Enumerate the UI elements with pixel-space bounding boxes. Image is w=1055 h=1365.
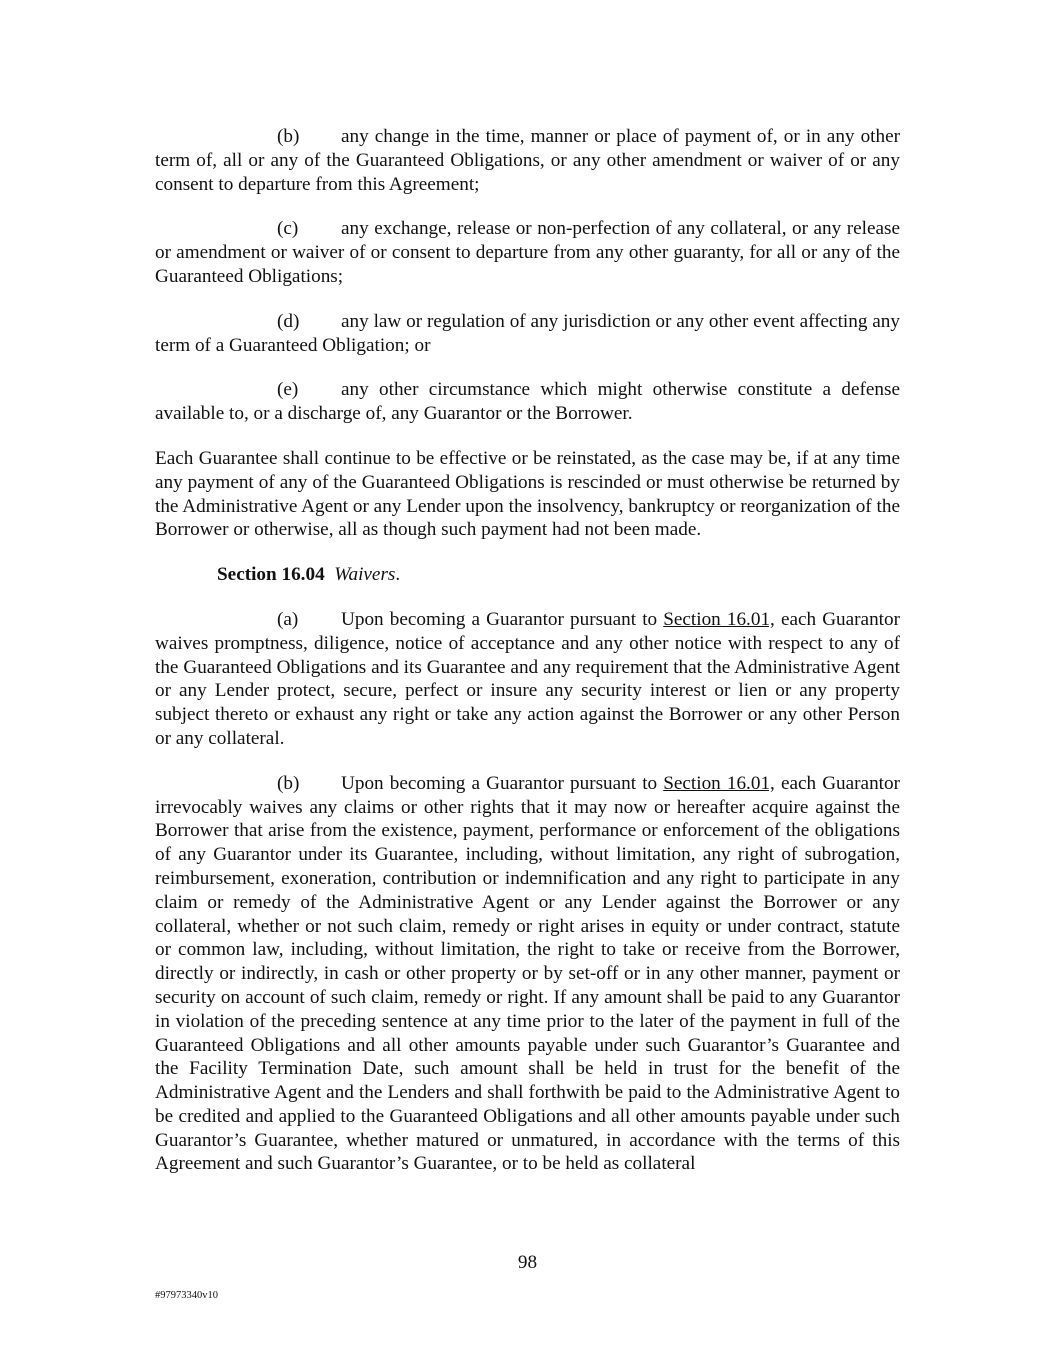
clause-label: (c)	[277, 218, 299, 240]
clause-text: any exchange, release or non-perfection of any collateral, or any release or amendment or waiver of or consent to departure from any other guaranty, for all or any of the Guaranteed Obligations;	[155, 218, 900, 287]
document-body	[155, 125, 900, 1197]
clause-text-before-ref: Upon becoming a Guarantor pursuant to	[341, 608, 664, 630]
section-reference-link[interactable]: Section 16.01,	[663, 608, 775, 630]
clause-label: (b)	[277, 772, 300, 794]
clause-label: (e)	[277, 379, 299, 401]
page-number: 98	[517, 1252, 538, 1273]
clause-b	[155, 125, 900, 196]
clause-label: (a)	[277, 608, 299, 630]
section-number: Section 16.04	[217, 564, 325, 586]
clause-text-after-ref: each Guarantor irrevocably waives any claims or other rights that it may now or hereafter acquire against the Borrower that arise from the existence, payment, performance or enforcement of the obligations of any Guarantor under its Guarantee, including, without limitation, any right of subrogation, reimbursement, exoneration, contribution or indemnification and any right to participate in any claim or remedy of the Administrative Agent or any Lender against the Borrower or any collateral, whether or not such claim, remedy or right arises in equity or under contract, statute or common law, including, without limitation, the right to take or receive from the Borrower, directly or indirectly, in cash or other property or by set-off or in any other manner, payment or security on account of such claim, remedy or right. If any amount shall be paid to any Guarantor in violation of the preceding sentence at any time prior to the later of the payment in full of the Guaranteed Obligations and all other amounts payable under such Guarantor’s Guarantee and the Facility Termination Date, such amount shall be held in trust for the benefit of the Administrative Agent and the Lenders and shall forthwith be paid to the Administrative Agent to be credited and applied to the Guaranteed Obligations and all other amounts payable under such Guarantor’s Guarantee, whether matured or unmatured, in accordance with the terms of this Agreement and such Guarantor’s Guarantee, or to be held as collateral	[155, 772, 900, 1175]
clause-text-after-ref: each Guarantor waives promptness, diligence, notice of acceptance and any other notice with respect to any of the Guaranteed Obligations and its Guarantee and any requirement that the Administrative Agent or any Lender protect, secure, perfect or insure any security interest or lien or any property subject thereto or exhaust any right or take any action against the Borrower or any other Person or any collateral.	[155, 608, 900, 749]
clause-text: any law or regulation of any jurisdiction or any other event affecting any term of a Guaranteed Obligation; or	[155, 310, 900, 356]
clause-text: any change in the time, manner or place of payment of, or in any other term of, all or any of the Guaranteed Obligations, or any other amendment or waiver of or any consent to departure from this Agreement;	[155, 126, 900, 195]
waiver-b	[155, 772, 900, 1177]
clause-e	[155, 378, 900, 426]
section-reference-link[interactable]: Section 16.01,	[663, 772, 775, 794]
document-id: #97973340v10	[155, 1290, 218, 1301]
clause-text-before-ref: Upon becoming a Guarantor pursuant to	[341, 772, 664, 794]
clause-d	[155, 310, 900, 358]
clause-c	[155, 217, 900, 288]
clause-label: (b)	[277, 126, 300, 147]
clause-text: any other circumstance which might otherwise constitute a defense available to, or a discharge of, any Guarantor or the Borrower.	[155, 379, 900, 425]
section-title-period: .	[395, 564, 401, 586]
section-heading	[155, 563, 900, 587]
waiver-a	[155, 608, 900, 751]
clause-label: (d)	[277, 310, 300, 332]
section-title: Waivers	[334, 564, 396, 586]
continuation-paragraph: Each Guarantee shall continue to be effective or be reinstated, as the case may be, if at any time any payment of any of the Guaranteed Obligations is rescinded or must otherwise be returned by the Administrative Agent or any Lender upon the insolvency, bankruptcy or reorganization of the Borrower or otherwise, all as though such payment had not been made.	[155, 447, 900, 541]
